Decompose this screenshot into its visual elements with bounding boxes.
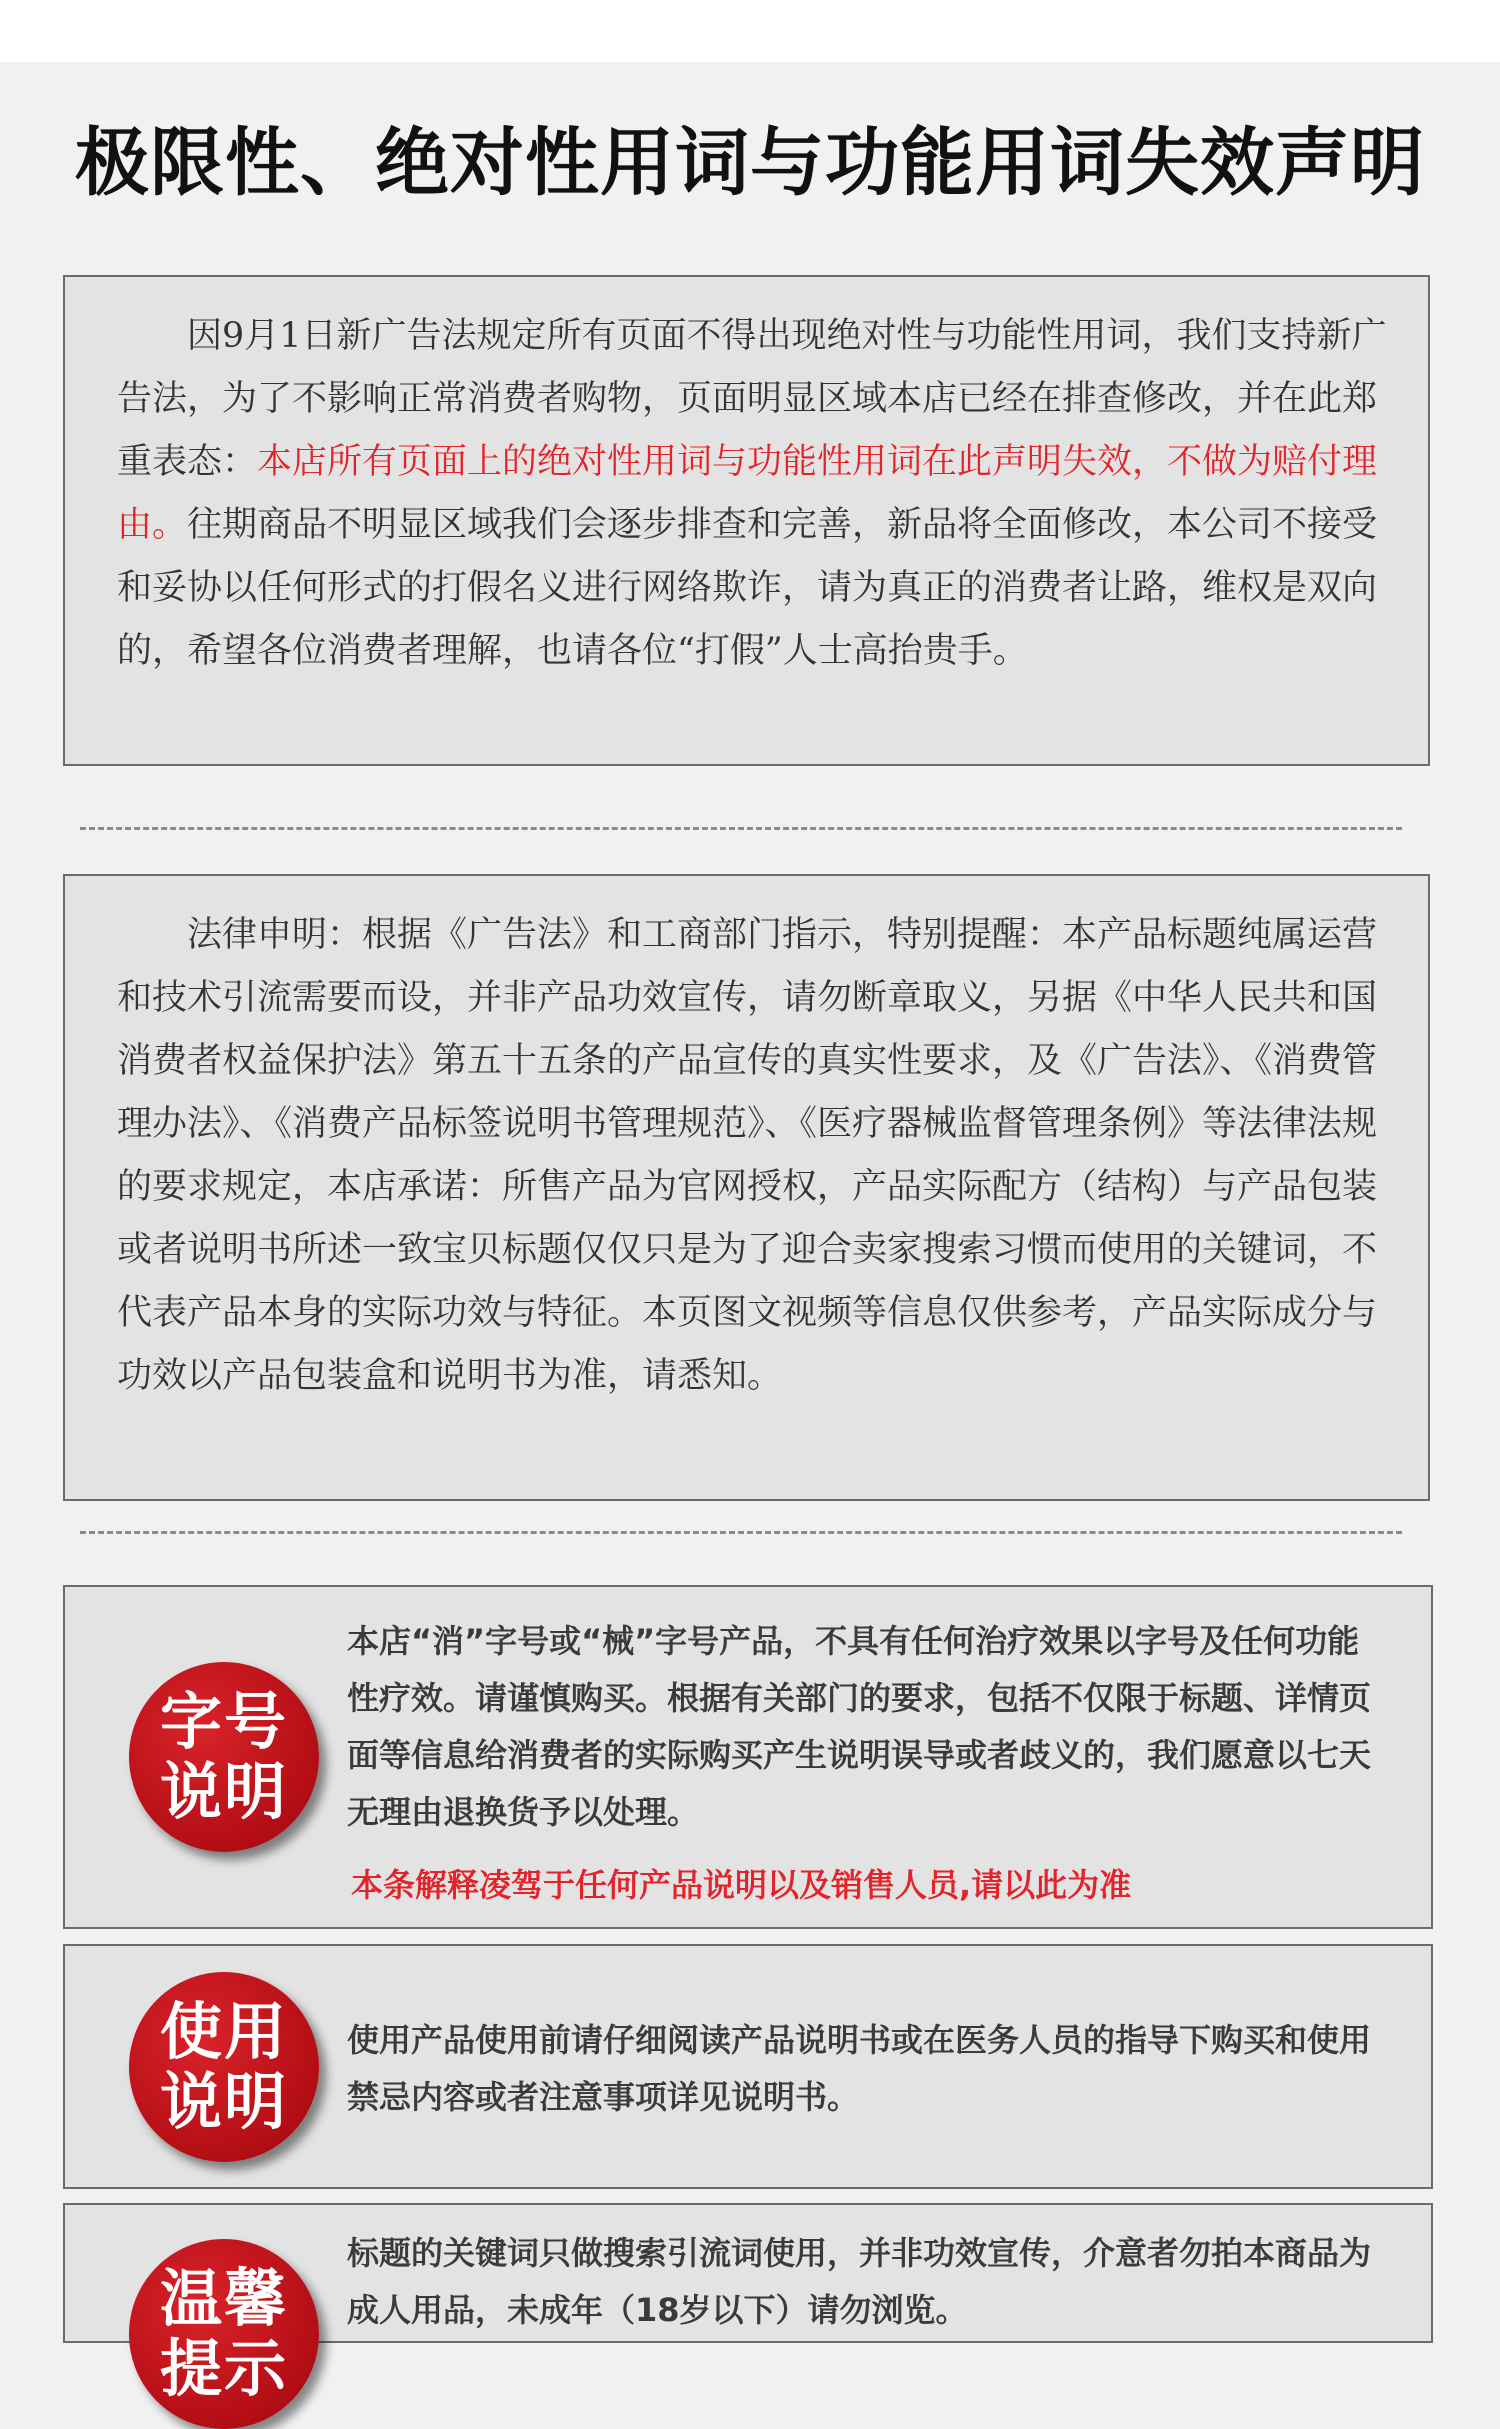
info-text: 使用产品使用前请仔细阅读产品说明书或在医务人员的指导下购买和使用禁忌内容或者注意事项详见说明书。 [347,2021,1372,2116]
legal-paragraph: 法律申明：根据《广告法》和工商部门指示，特别提醒：本产品标题纯属运营和技术引流需要而设，并非产品功效宣传，请勿断章取义，另据《中华人民共和国消费者权益保护法》第五十五条的产品宣传的真实性要求，及《广告法》、《消费管理办法》、《消费产品标签说明书管理规范》、《医疗器械监督管理条例》等法律法规的要求规定，本店承诺：所售产品为官网授权，产品实际配方（结构）与产品包装或者说明书所述一致宝贝标题仅仅只是为了迎合卖家搜索习惯而使用的关键词，不代表产品本身的实际功效与特征。本页图文视频等信息仅供参考，产品实际成分与功效以产品包装盒和说明书为准，请悉知。 [117,915,1378,1396]
statement-paragraph [117,305,1388,683]
badge-usage [129,1972,319,2162]
info-box-reminder [63,2203,1433,2405]
badge-label: 说明 [159,2065,288,2138]
info-text: 本店“消”字号或“械”字号产品，不具有任何治疗效果以字号及任何功能性疗效。请谨慎购买。根据有关部门的要求，包括不仅限于标题、详情页面等信息给消费者的实际购买产生说明误导或者歧义的，我们愿意以七天无理由退换货予以处理。 [347,1622,1372,1831]
info-box-usage [63,1944,1433,2189]
badge-label: 提示 [159,2332,288,2405]
badge-label: 使用 [159,1995,288,2068]
statement-text: 因9月1日新广告法规定所有页面不得出现绝对性与功能性用词，我们支持新广告法，为了不影响正常消费者购物，页面明显区域本店已经在排查修改，并在此郑重表态： [117,316,1387,482]
legal-box [63,874,1430,1501]
dashed-divider [80,827,1402,830]
badge-registration [129,1662,319,1852]
badge-label: 温馨 [159,2262,288,2335]
info-text: 标题的关键词只做搜索引流词使用，并非功效宣传，介意者勿拍本商品为成人用品，未成年（18岁以下）请勿浏览。 [347,2234,1372,2329]
badge-label: 字号 [159,1685,288,1758]
statement-highlight: 本店所有页面上的绝对性用词与功能性用词在此声明失效，不做为赔付理由。 [117,442,1378,545]
badge-reminder [129,2239,319,2429]
top-band [0,0,1500,62]
statement-text-continued: 往期商品不明显区域我们会逐步排查和完善，新品将全面修改，本公司不接受和妥协以任何形式的打假名义进行网络欺诈，请为真正的消费者让路，维权是双向的，希望各位消费者理解，也请各位“打假”人士高抬贵手。 [117,505,1378,671]
info-box-registration [63,1585,1433,1929]
statement-box [63,275,1430,766]
dashed-divider [80,1531,1402,1534]
page-title: 极限性、绝对性用词与功能用词失效声明 [75,120,1425,206]
info-note: 本条解释凌驾于任何产品说明以及销售人员,请以此为准 [351,1866,1132,1904]
badge-label: 说明 [159,1755,288,1828]
